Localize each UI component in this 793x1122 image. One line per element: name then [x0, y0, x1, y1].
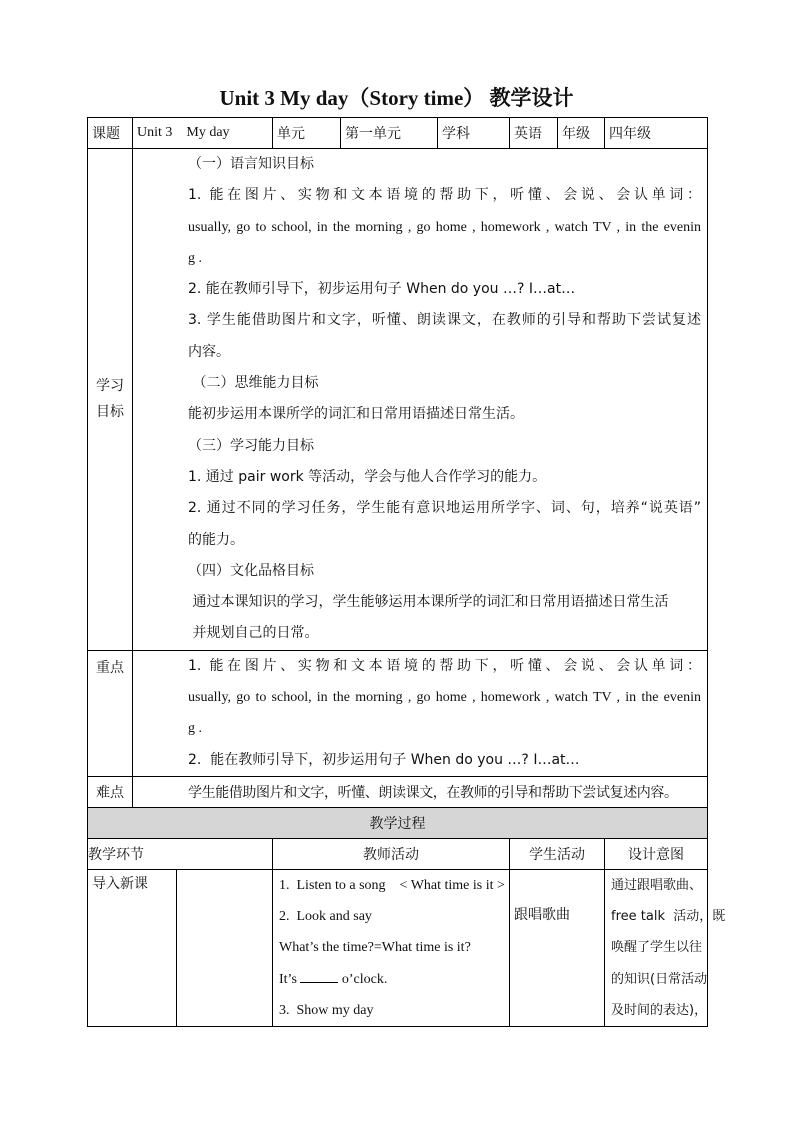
objective-line: 1. 通过 pair work 等活动，学会与他人合作学习的能力。 — [188, 468, 547, 485]
grade-value: 四年级 — [605, 118, 708, 149]
key-point-line: 2. 能在教师引导下，初步运用句子 When do you …? I…at… — [188, 751, 580, 768]
stage-label: 导入新课 — [88, 870, 177, 1026]
subject-label: 学科 — [438, 118, 510, 149]
objective-line: （二）思维能力目标 — [188, 375, 319, 392]
stage-cell — [88, 869, 273, 1026]
unit-label: 单元 — [273, 118, 341, 149]
teacher-line: 2. Look and say — [279, 909, 372, 925]
teacher-line-suffix: o’clock. — [341, 971, 388, 987]
objective-line: 2. 通过不同的学习任务，学生能有意识地运用所学字、词、句，培养“说英语” — [188, 500, 701, 517]
intent-line: 的知识(日常活动 — [611, 971, 708, 987]
objectives-row — [88, 149, 708, 651]
col-stage-header — [88, 838, 273, 869]
objective-line: （一）语言知识目标 — [188, 156, 314, 172]
info-row — [88, 118, 708, 149]
objective-line: （三）学习能力目标 — [188, 437, 314, 454]
objective-line: 的能力。 — [188, 531, 244, 548]
teacher-line: 3. Show my day — [279, 1002, 374, 1018]
intent-line: 唤醒了学生以往 — [611, 940, 703, 956]
grade-label: 年级 — [558, 118, 605, 149]
difficult-points-label: 难点 — [88, 776, 133, 807]
topic-label: 课题 — [88, 118, 133, 149]
objective-line: g . — [188, 250, 202, 266]
objective-line: usually, go to school, in the morning , go home , homework , watch TV , in the evenin — [188, 219, 701, 235]
difficult-points-content: 学生能借助图片和文字，听懂、朗读课文，在教师的引导和帮助下尝试复述内容。 — [133, 776, 708, 807]
intent-line: free talk 活动，既 — [611, 909, 726, 925]
unit-value: 第一单元 — [341, 118, 438, 149]
objective-line: 并规划自己的日常。 — [188, 625, 319, 642]
objective-line: 2. 能在教师引导下，初步运用句子 When do you …? I…at… — [188, 281, 576, 298]
objective-line: 3. 学生能借助图片和文字，听懂、朗读课文，在教师的引导和帮助下尝试复述 — [188, 312, 701, 329]
objectives-label-line1: 学习 — [96, 378, 124, 395]
key-points-content — [133, 650, 708, 776]
lesson-plan-table — [87, 117, 726, 1027]
process-intro-row — [88, 869, 708, 1026]
objectives-content — [133, 149, 708, 651]
objective-line: 通过本课知识的学习，学生能够运用本课所学的词汇和日常用语描述日常生活 — [188, 594, 669, 611]
objectives-label-line2: 目标 — [96, 404, 124, 421]
key-point-line: g . — [188, 721, 202, 737]
objective-line: 内容。 — [188, 343, 230, 360]
col-intent-header: 设计意图 — [605, 838, 708, 869]
fill-blank — [300, 968, 338, 983]
process-heading-row — [88, 807, 708, 838]
key-point-line: 1. 能在图片、实物和文本语境的帮助下，听懂、会说、会认单词： — [188, 657, 701, 674]
student-activity-cell — [510, 869, 605, 1026]
intent-cell — [605, 869, 726, 1026]
student-activity: 跟唱歌曲 — [514, 906, 570, 923]
page-title: Unit 3 My day（Story time） 教学设计 — [219, 86, 574, 110]
col-student-header: 学生活动 — [510, 838, 605, 869]
key-points-label: 重点 — [88, 650, 133, 776]
process-header-row — [88, 838, 708, 869]
objective-line: 能初步运用本课所学的词汇和日常用语描述日常生活。 — [188, 406, 524, 423]
key-points-row — [88, 650, 708, 776]
subject-value: 英语 — [510, 118, 558, 149]
objective-line: （四）文化品格目标 — [188, 562, 314, 579]
key-point-line: usually, go to school, in the morning , go home , homework , watch TV , in the evenin — [188, 690, 701, 706]
teacher-line-prefix: It’s — [279, 971, 297, 987]
topic-value: Unit 3 My day — [133, 118, 273, 149]
col-teacher-header: 教师活动 — [273, 838, 510, 869]
objectives-label — [88, 149, 133, 651]
teacher-line: What’s the time?=What time is it? — [279, 940, 471, 956]
objective-line: 1. 能在图片、实物和文本语境的帮助下，听懂、会说、会认单词： — [188, 187, 701, 204]
process-heading: 教学过程 — [88, 807, 708, 838]
teacher-activity-cell — [273, 869, 510, 1026]
col-stage-header-label: 教学环节 — [88, 846, 144, 863]
teacher-line: 1. Listen to a song < What time is it > — [279, 877, 505, 893]
intent-line: 通过跟唱歌曲、 — [611, 877, 703, 893]
difficult-points-row — [88, 776, 708, 807]
intent-line: 及时间的表达)， — [611, 1002, 708, 1018]
teacher-line-blank — [279, 964, 505, 995]
